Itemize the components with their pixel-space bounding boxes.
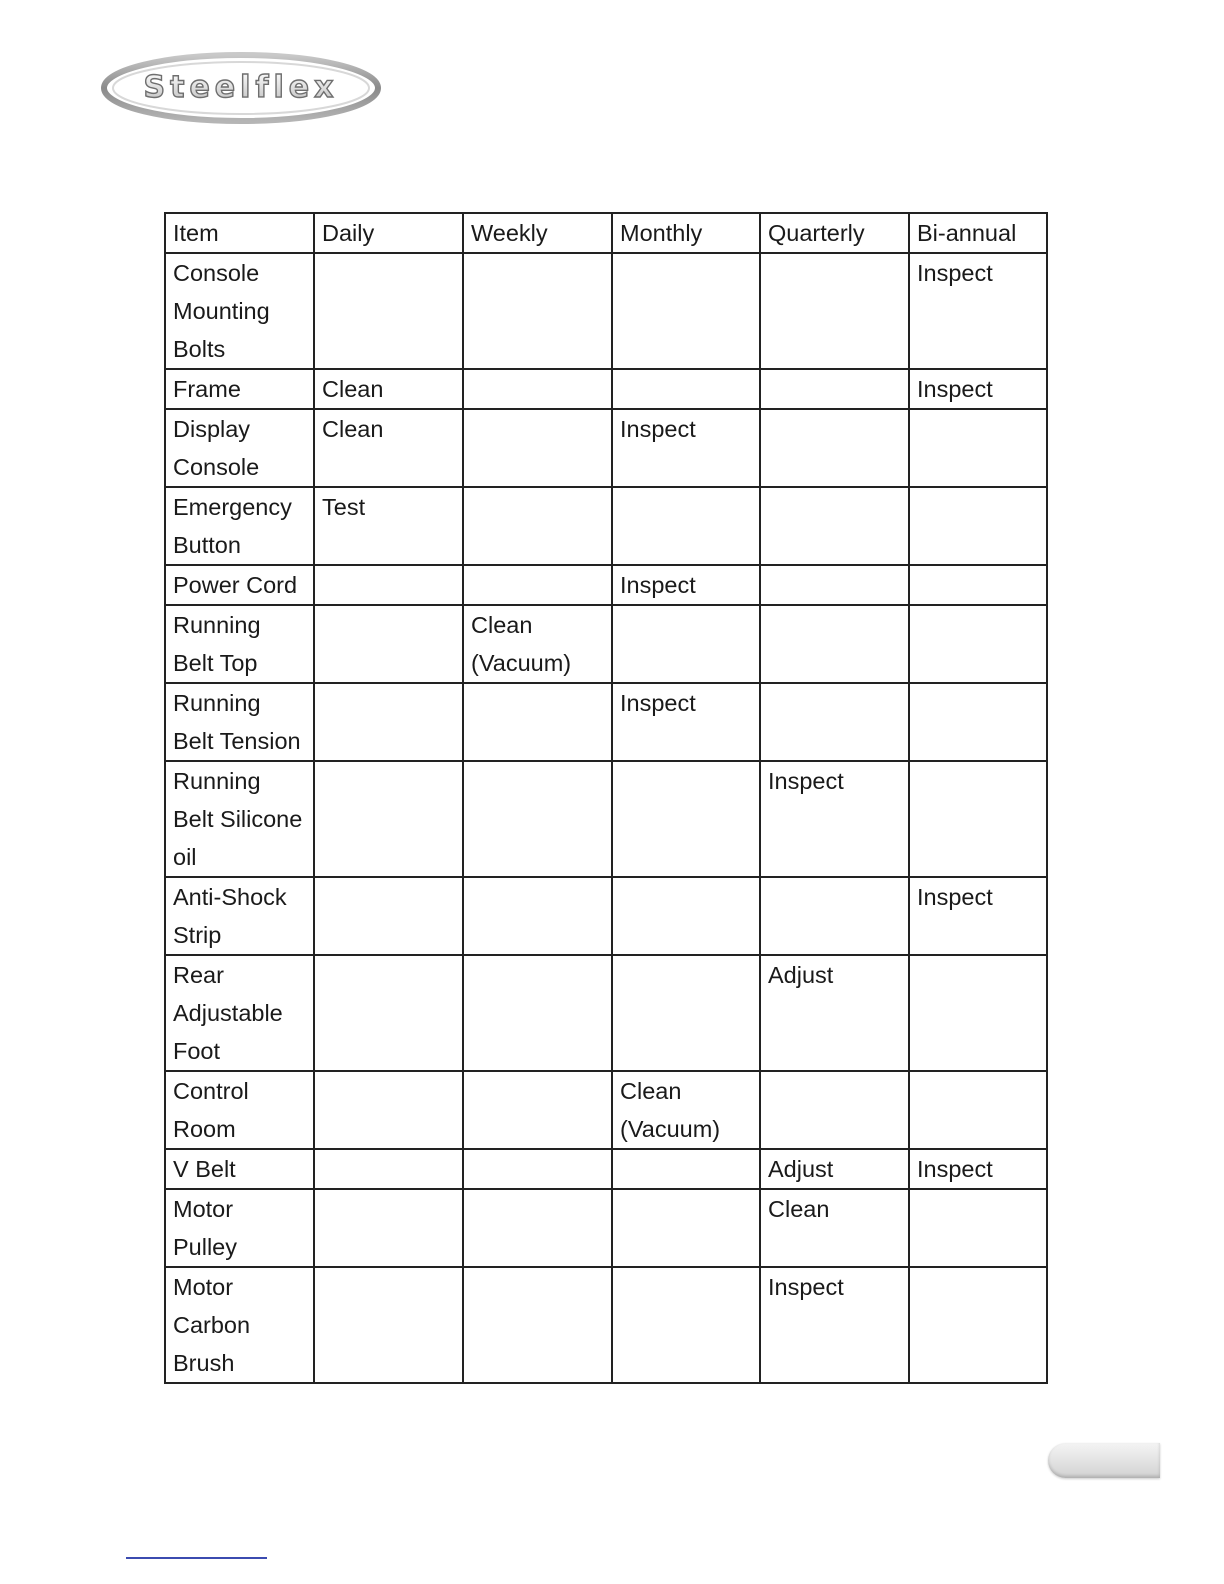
cell-monthly — [612, 369, 760, 409]
cell-monthly — [612, 605, 760, 683]
cell-weekly — [463, 409, 612, 487]
cell-bi-annual — [909, 1071, 1047, 1149]
cell-item: Power Cord — [165, 565, 314, 605]
table-row — [165, 955, 1047, 1071]
cell-quarterly — [760, 487, 909, 565]
cell-bi-annual — [909, 409, 1047, 487]
cell-item: Anti-Shock Strip — [165, 877, 314, 955]
steelflex-logo — [100, 50, 382, 126]
table-row — [165, 409, 1047, 487]
cell-item: Running Belt Tension — [165, 683, 314, 761]
header-bi-annual: Bi-annual — [909, 213, 1047, 253]
header-item: Item — [165, 213, 314, 253]
header-daily: Daily — [314, 213, 463, 253]
cell-bi-annual — [909, 605, 1047, 683]
table-row — [165, 1189, 1047, 1267]
cell-quarterly: Inspect — [760, 1267, 909, 1383]
table-row — [165, 369, 1047, 409]
table-row — [165, 487, 1047, 565]
page-number-tab — [1048, 1443, 1160, 1478]
cell-daily — [314, 761, 463, 877]
cell-daily — [314, 1149, 463, 1189]
cell-monthly — [612, 487, 760, 565]
cell-quarterly — [760, 409, 909, 487]
cell-weekly — [463, 1149, 612, 1189]
cell-weekly — [463, 761, 612, 877]
table-row — [165, 605, 1047, 683]
cell-weekly — [463, 877, 612, 955]
cell-daily — [314, 1189, 463, 1267]
cell-quarterly: Inspect — [760, 761, 909, 877]
table-row — [165, 253, 1047, 369]
cell-weekly — [463, 487, 612, 565]
cell-quarterly: Clean — [760, 1189, 909, 1267]
table-row — [165, 761, 1047, 877]
cell-item: Console Mounting Bolts — [165, 253, 314, 369]
cell-monthly — [612, 955, 760, 1071]
cell-item: Rear Adjustable Foot — [165, 955, 314, 1071]
header-quarterly: Quarterly — [760, 213, 909, 253]
cell-quarterly: Adjust — [760, 955, 909, 1071]
cell-monthly — [612, 253, 760, 369]
table-header-row — [165, 213, 1047, 253]
cell-weekly — [463, 1071, 612, 1149]
table-row — [165, 1071, 1047, 1149]
cell-quarterly — [760, 565, 909, 605]
cell-monthly — [612, 761, 760, 877]
cell-quarterly — [760, 253, 909, 369]
cell-weekly — [463, 683, 612, 761]
footer-divider — [126, 1557, 267, 1559]
cell-quarterly — [760, 683, 909, 761]
cell-item: Frame — [165, 369, 314, 409]
cell-daily — [314, 877, 463, 955]
cell-bi-annual: Inspect — [909, 1149, 1047, 1189]
cell-daily — [314, 605, 463, 683]
cell-monthly — [612, 1149, 760, 1189]
cell-daily — [314, 1071, 463, 1149]
cell-bi-annual — [909, 955, 1047, 1071]
cell-quarterly: Adjust — [760, 1149, 909, 1189]
cell-daily: Clean — [314, 409, 463, 487]
cell-weekly — [463, 369, 612, 409]
cell-item: V Belt — [165, 1149, 314, 1189]
cell-quarterly — [760, 877, 909, 955]
cell-bi-annual — [909, 683, 1047, 761]
cell-daily: Clean — [314, 369, 463, 409]
cell-daily — [314, 1267, 463, 1383]
cell-bi-annual: Inspect — [909, 253, 1047, 369]
cell-monthly: Inspect — [612, 409, 760, 487]
cell-bi-annual — [909, 1267, 1047, 1383]
header-monthly: Monthly — [612, 213, 760, 253]
table-row — [165, 1149, 1047, 1189]
cell-monthly: Inspect — [612, 683, 760, 761]
cell-daily — [314, 683, 463, 761]
cell-weekly — [463, 1189, 612, 1267]
table-row — [165, 877, 1047, 955]
logo-wordmark: Steelflex — [143, 70, 339, 105]
cell-weekly — [463, 1267, 612, 1383]
cell-quarterly — [760, 369, 909, 409]
cell-weekly — [463, 955, 612, 1071]
cell-quarterly — [760, 605, 909, 683]
cell-bi-annual — [909, 565, 1047, 605]
cell-item: Motor Carbon Brush — [165, 1267, 314, 1383]
table-row — [165, 1267, 1047, 1383]
cell-daily: Test — [314, 487, 463, 565]
cell-weekly: Clean (Vacuum) — [463, 605, 612, 683]
cell-monthly — [612, 1189, 760, 1267]
maintenance-schedule-table — [164, 212, 1048, 1384]
cell-monthly — [612, 877, 760, 955]
cell-weekly — [463, 565, 612, 605]
cell-daily — [314, 565, 463, 605]
cell-bi-annual: Inspect — [909, 877, 1047, 955]
cell-item: Display Console — [165, 409, 314, 487]
header-weekly: Weekly — [463, 213, 612, 253]
cell-daily — [314, 955, 463, 1071]
table-row — [165, 683, 1047, 761]
cell-monthly: Clean (Vacuum) — [612, 1071, 760, 1149]
cell-bi-annual — [909, 487, 1047, 565]
cell-bi-annual — [909, 1189, 1047, 1267]
cell-item: Running Belt Top — [165, 605, 314, 683]
cell-item: Motor Pulley — [165, 1189, 314, 1267]
cell-weekly — [463, 253, 612, 369]
cell-bi-annual — [909, 761, 1047, 877]
cell-monthly: Inspect — [612, 565, 760, 605]
cell-quarterly — [760, 1071, 909, 1149]
table-row — [165, 565, 1047, 605]
cell-bi-annual: Inspect — [909, 369, 1047, 409]
cell-daily — [314, 253, 463, 369]
cell-item: Running Belt Silicone oil — [165, 761, 314, 877]
cell-monthly — [612, 1267, 760, 1383]
cell-item: Control Room — [165, 1071, 314, 1149]
cell-item: Emergency Button — [165, 487, 314, 565]
